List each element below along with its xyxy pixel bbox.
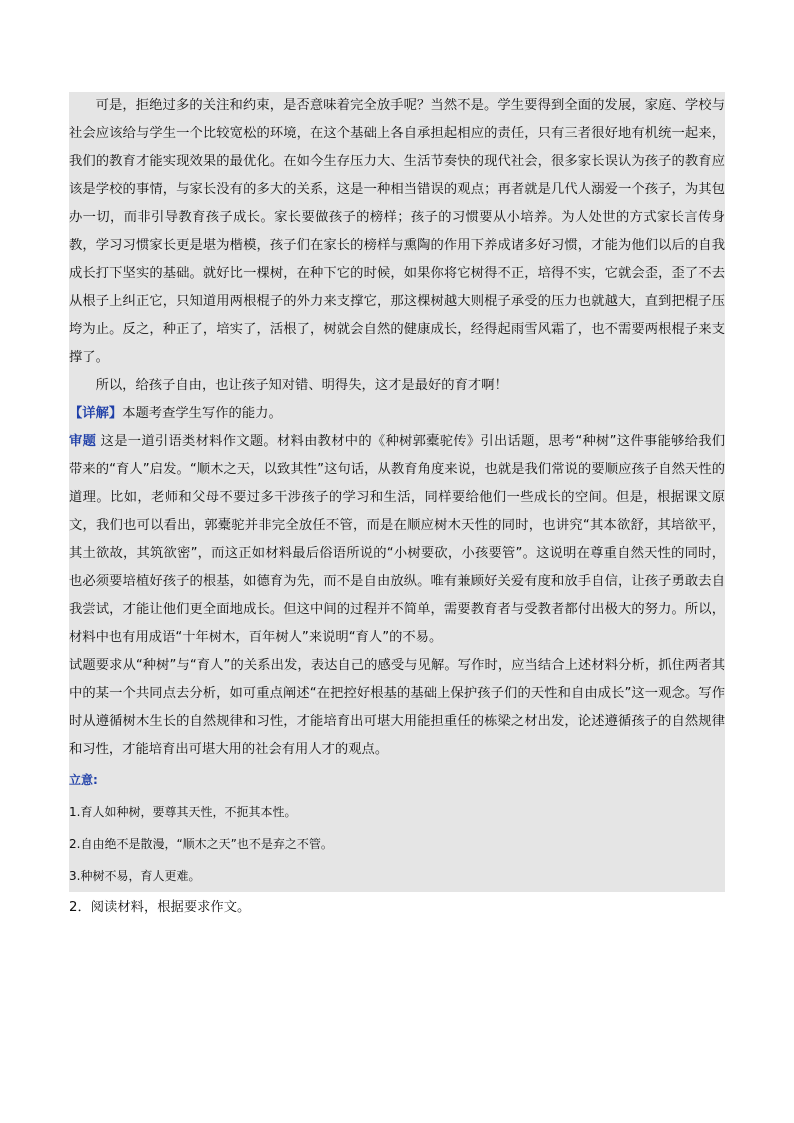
liyi-item-3: 3.种树不易，育人更难。 xyxy=(69,869,201,883)
detail-paragraph xyxy=(69,400,725,428)
essay-paragraph-1: 可是，拒绝过多的关注和约束，是否意味着完全放手呢？当然不是。学生要得到全面的发展，家庭、学校与社会应该给与学生一个比较宽松的环境，在这个基础上各自承担起相应的责任，只有三者很好地有机统一起来，我们的教育才能实现效果的最优化。在如今生存压力大、生活节奏快的现代社会，很多家长误认为孩子的教育应该是学校的事情，与家长没有的多大的关系，这是一种相当错误的观点；再者就是几代人溺爱一个孩子，为其包办一切，而非引导教育孩子成长。家长要做孩子的榜样；孩子的习惯要从小培养。为人处世的方式家长言传身教，学习习惯家长更是堪为楷模，孩子们在家长的榜样与熏陶的作用下养成诸多好习惯，才能为他们以后的自我成长打下坚实的基础。就好比一棵树，在种下它的时候，如果你将它树得不正，培得不实，它就会歪，歪了不去从根子上纠正它，只知道用两根棍子的外力来支撑它，那这棵树越大则棍子承受的压力也就越大，直到把棍子压垮为止。反之，种正了，培实了，活根了，树就会自然的健康成长，经得起雨雪风霜了，也不需要两根棍子来支撑了。 xyxy=(69,98,725,365)
liyi-item-1: 1.育人如种树，要尊其天性，不扼其本性。 xyxy=(69,805,297,819)
detail-label: 【详解】 xyxy=(69,406,123,421)
detail-text: 本题考查学生写作的能力。 xyxy=(122,406,282,421)
shenti-paragraph xyxy=(69,428,725,652)
liyi-item-2: 2.自由绝不是散漫，“顺木之天”也不是弃之不管。 xyxy=(69,837,333,851)
shenti-label: 审题 xyxy=(69,434,97,449)
document-body xyxy=(69,92,725,922)
shenti-text: 这是一道引语类材料作文题。材料由教材中的《种树郭橐驼传》引出话题，思考“种树”这件事能够给我们带来的“育人”启发。“顺木之天，以致其性”这句话，从教育角度来说，也就是我们常说的要顺应孩子自然天性的道理。比如，老师和父母不要过多干涉孩子的学习和生活，同样要给他们一些成长的空间。但是，根据课文原文，我们也可以看出，郭橐驼并非完全放任不管，而是在顺应树木天性的同时，也讲究“其本欲舒，其培欲平，其土欲故，其筑欲密”，而这正如材料最后俗语所说的“小树要砍，小孩要管”。这说明在尊重自然天性的同时，也必须要培植好孩子的根基，如德育为先，而不是自由放纵。唯有兼顾好关爱有度和放手自信，让孩子勇敢去自我尝试，才能让他们更全面地成长。但这中间的过程并不简单，需要教育者与受教者都付出极大的努力。所以，材料中也有用成语“十年树木，百年树人”来说明“育人”的不易。 xyxy=(69,434,726,645)
liyi-label: 立意: xyxy=(69,773,98,787)
requirement-paragraph: 试题要求从“种树”与“育人”的关系出发，表达自己的感受与见解。写作时，应当结合上述材料分析，抓住两者其中的某一个共同点去分析，如可重点阐述“在把控好根基的基础上保护孩子们的天性和自由成长”这一观念。写作时从遵循树木生长的自然规律和习性，才能培育出可堪大用能担重任的栋梁之材出发，论述遵循孩子的自然规律和习性，才能培育出可堪大用的社会有用人才的观点。 xyxy=(69,658,725,757)
next-question: 2．阅读材料，根据要求作文。 xyxy=(69,892,725,922)
essay-paragraph-2: 所以，给孩子自由，也让孩子知对错、明得失，这才是最好的育才啊！ xyxy=(95,378,508,393)
highlighted-block xyxy=(69,92,725,892)
